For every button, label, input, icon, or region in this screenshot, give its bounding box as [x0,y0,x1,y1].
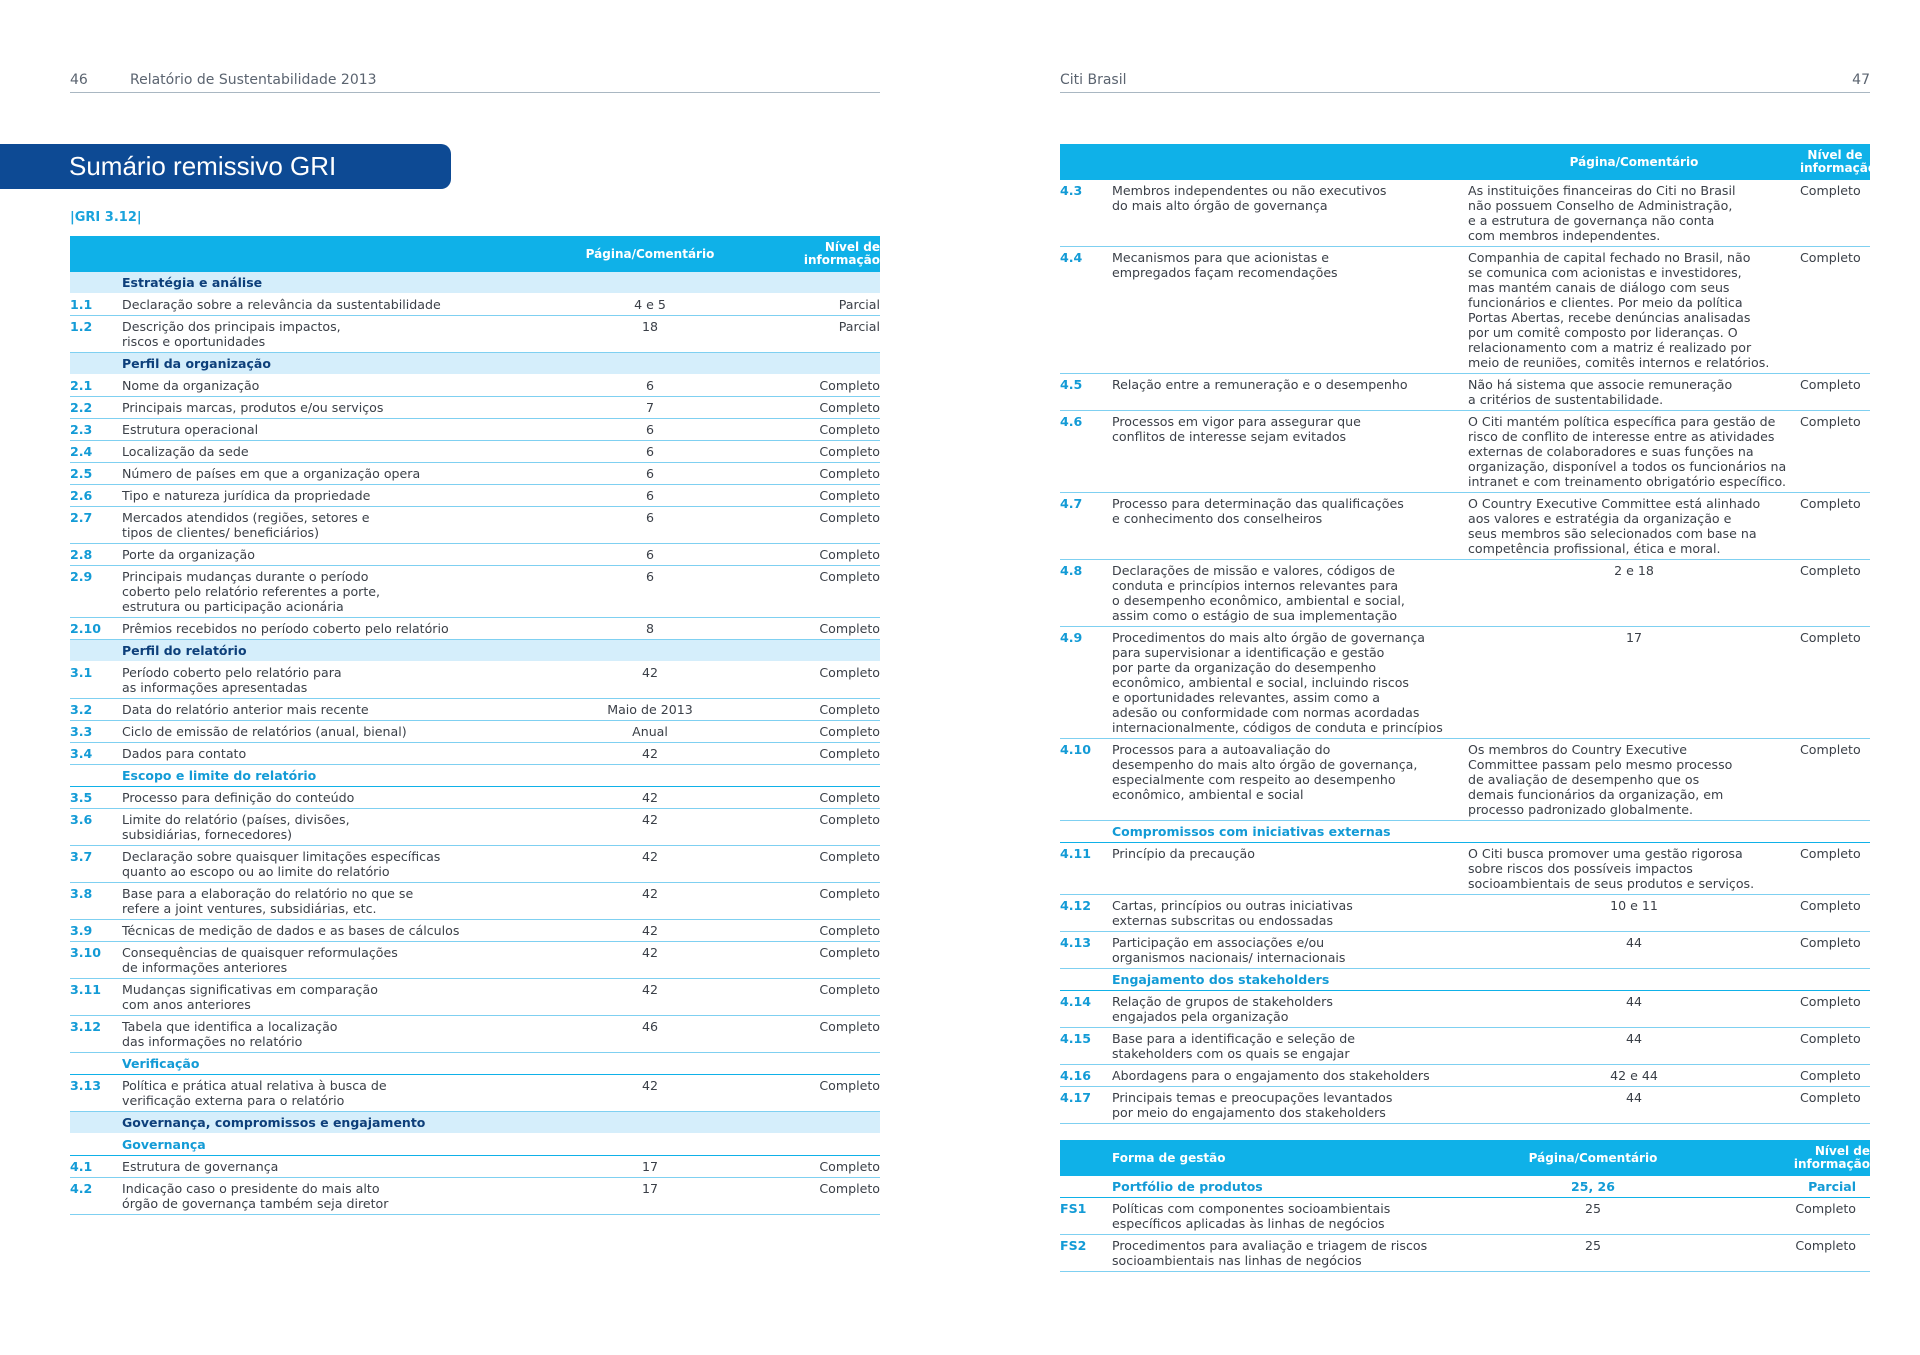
page-comment: 17 [562,1156,738,1178]
indicator-description: Procedimentos para avaliação e triagem de riscos socioambientais nas linhas de negócios [1112,1235,1468,1272]
table-row [70,1178,880,1215]
table-header [1060,144,1870,180]
table-row [1060,180,1870,247]
page-comment: 42 [562,920,738,942]
table-row [70,743,880,765]
indicator-code: 2.2 [70,397,122,419]
col-header-level: Nível de informação [738,236,880,272]
section-spacer [70,1053,122,1075]
company-name: Citi Brasil [1060,72,1127,88]
col-header-page: Página/Comentário [562,236,738,272]
section-label: Engajamento dos stakeholders [1112,969,1870,991]
indicator-description: Base para a identificação e seleção de stakeholders com os quais se engajar [1112,1028,1468,1065]
indicator-code: 4.1 [70,1156,122,1178]
table-row [70,441,880,463]
info-level: Completo [1800,1065,1870,1087]
page-comment: Companhia de capital fechado no Brasil, não se comunica com acionistas e investidores, mas mantém canais de diálogo com seus funcionários e clientes. Por meio da política Portas Abertas, recebe denúncias analisadas por um comitê composto por lideranças. O relacionamento com a matriz é realizado por meio de reuniões, comitês internos e relatórios. [1468,247,1800,374]
page-comment: As instituições financeiras do Citi no Brasil não possuem Conselho de Administração, e a estrutura de governança não conta com membros independentes. [1468,180,1800,247]
indicator-description: Número de países em que a organização opera [122,463,562,485]
table-row [70,375,880,397]
table-row [70,1156,880,1178]
info-level: Completo [1718,1235,1870,1272]
table-body [1060,1176,1870,1272]
indicator-description: Princípio da precaução [1112,843,1468,895]
indicator-description: Descrição dos principais impactos, riscos e oportunidades [122,316,562,353]
section-label: Compromissos com iniciativas externas [1112,821,1870,843]
indicator-code: 3.5 [70,787,122,809]
indicator-code: 4.8 [1060,560,1112,627]
page-comment: 46 [562,1016,738,1053]
left-page-number: 46 [70,72,88,88]
section-label: Governança [122,1134,880,1156]
table-row [1060,991,1870,1028]
indicator-description: Relação entre a remuneração e o desempenho [1112,374,1468,411]
info-level: Completo [738,920,880,942]
info-level: Completo [738,1075,880,1112]
section-row [70,272,880,294]
indicator-description: Principais marcas, produtos e/ou serviços [122,397,562,419]
indicator-description: Base para a elaboração do relatório no que se refere a joint ventures, subsidiárias, etc. [122,883,562,920]
indicator-code: 2.3 [70,419,122,441]
page-comment: 8 [562,618,738,640]
section-row [70,640,880,662]
indicator-description: Prêmios recebidos no período coberto pelo relatório [122,618,562,640]
indicator-code: 2.1 [70,375,122,397]
indicator-description: Principais mudanças durante o período coberto pelo relatório referentes a porte, estrutura ou participação acionária [122,566,562,618]
table-row [1060,627,1870,739]
table-row [1060,560,1870,627]
page-comment: 44 [1468,991,1800,1028]
table-row [70,846,880,883]
col-header-page: Página/Comentário [1468,1140,1718,1176]
table-row [70,920,880,942]
section-row [70,1134,880,1156]
section-spacer [1060,1176,1112,1198]
indicator-description: Técnicas de medição de dados e as bases de cálculos [122,920,562,942]
page-comment: O Citi busca promover uma gestão rigorosa sobre riscos dos possíveis impactos socioambientais de seus produtos e serviços. [1468,843,1800,895]
indicator-code: 4.3 [1060,180,1112,247]
indicator-description: Principais temas e preocupações levantados por meio do engajamento dos stakeholders [1112,1087,1468,1124]
page-comment: Não há sistema que associe remuneração a critérios de sustentabilidade. [1468,374,1800,411]
indicator-code: 3.2 [70,699,122,721]
indicator-description: Data do relatório anterior mais recente [122,699,562,721]
page-comment: 17 [562,1178,738,1215]
table-row [1060,1087,1870,1124]
col-header-level: Nível de informação [1800,144,1870,180]
section-spacer [70,640,122,662]
indicator-code: 3.1 [70,662,122,699]
indicator-description: Tabela que identifica a localização das informações no relatório [122,1016,562,1053]
table-row [70,1016,880,1053]
page-comment: 6 [562,544,738,566]
indicator-code: 2.9 [70,566,122,618]
page-comment: 42 [562,942,738,979]
table-row [70,566,880,618]
indicator-code: 3.10 [70,942,122,979]
indicator-code: 4.11 [1060,843,1112,895]
indicator-description: Mercados atendidos (regiões, setores e tipos de clientes/ beneficiários) [122,507,562,544]
report-title: Relatório de Sustentabilidade 2013 [130,72,377,88]
info-level: Completo [738,743,880,765]
table-row [70,883,880,920]
table-row [1060,895,1870,932]
indicator-code: 4.13 [1060,932,1112,969]
indicator-code: 1.1 [70,294,122,316]
table-row [70,699,880,721]
page-comment: 44 [1468,1028,1800,1065]
table-header [1060,1140,1870,1176]
table-row [1060,1235,1870,1272]
indicator-code: FS1 [1060,1198,1112,1235]
section-row [70,765,880,787]
info-level: Completo [738,662,880,699]
info-level: Completo [738,1178,880,1215]
table-row [70,485,880,507]
page-comment: 25 [1468,1198,1718,1235]
indicator-code: 3.4 [70,743,122,765]
info-level: Completo [1800,932,1870,969]
section-row [1060,969,1870,991]
indicator-code: 3.8 [70,883,122,920]
info-level: Completo [738,618,880,640]
info-level: Completo [1800,493,1870,560]
info-level: Completo [1800,991,1870,1028]
table-row [1060,739,1870,821]
info-level: Completo [1800,411,1870,493]
page-comment: 6 [562,463,738,485]
info-level: Completo [1718,1198,1870,1235]
indicator-description: Estrutura operacional [122,419,562,441]
info-level: Completo [738,787,880,809]
indicator-code: 4.16 [1060,1065,1112,1087]
section-label: Perfil do relatório [122,640,880,662]
indicator-description: Declarações de missão e valores, códigos de conduta e princípios internos relevantes para o desempenho econômico, ambiental e social, assim como o estágio de sua implementação [1112,560,1468,627]
info-level: Completo [1800,247,1870,374]
table-row [70,316,880,353]
page-comment: 42 [562,979,738,1016]
table-row [1060,411,1870,493]
section-row [1060,821,1870,843]
table-row [70,809,880,846]
indicator-description: Procedimentos do mais alto órgão de governança para supervisionar a identificação e gestão por parte da organização do desempenho econômico, ambiental e social, incluindo riscos e oportunidades relevantes, assim como a adesão ou conformidade com normas acordadas internacionalmente, códigos de conduta e princípios [1112,627,1468,739]
table-row [1060,843,1870,895]
indicator-code: 2.10 [70,618,122,640]
indicator-description: Dados para contato [122,743,562,765]
page-comment: 42 [562,809,738,846]
indicator-code: 3.12 [70,1016,122,1053]
table-row [70,979,880,1016]
table-row [70,618,880,640]
page-comment: Os membros do Country Executive Committee passam pelo mesmo processo de avaliação de desempenho que os demais funcionários da organização, em processo padronizado globalmente. [1468,739,1800,821]
section-row [1060,1176,1870,1198]
section-label: Escopo e limite do relatório [122,765,880,787]
col-header-level: Nível de informação [1718,1140,1870,1176]
indicator-code: 2.6 [70,485,122,507]
page-comment: O Citi mantém política específica para gestão de risco de conflito de interesse entre as atividades externas de colaboradores e suas funções na organização, disponível a todos os funcionários na intranet e com treinamento obrigatório específico. [1468,411,1800,493]
section-row [70,353,880,375]
section-spacer [1060,821,1112,843]
indicator-code: 3.7 [70,846,122,883]
info-level: Completo [1800,1028,1870,1065]
indicator-code: 2.7 [70,507,122,544]
page-comment: 42 [562,662,738,699]
indicator-code: 2.8 [70,544,122,566]
page-comment: 10 e 11 [1468,895,1800,932]
section-label: Perfil da organização [122,353,880,375]
indicator-description: Política e prática atual relativa à busca de verificação externa para o relatório [122,1075,562,1112]
indicator-code: 4.12 [1060,895,1112,932]
indicator-code: 3.9 [70,920,122,942]
page-comment: 42 [562,1075,738,1112]
page-comment: 25, 26 [1468,1176,1718,1198]
info-level: Completo [1800,627,1870,739]
info-level: Completo [1800,560,1870,627]
indicator-description: Processo para definição do conteúdo [122,787,562,809]
indicator-code: 1.2 [70,316,122,353]
section-spacer [70,1112,122,1134]
info-level: Completo [738,979,880,1016]
indicator-description: Relação de grupos de stakeholders engajados pela organização [1112,991,1468,1028]
col-header-forma: Forma de gestão [1112,1140,1468,1176]
page-comment: 6 [562,441,738,463]
info-level: Completo [738,419,880,441]
section-spacer [70,1134,122,1156]
info-level: Parcial [738,294,880,316]
page-comment: 42 [562,743,738,765]
indicator-code: 4.4 [1060,247,1112,374]
page-comment: Anual [562,721,738,743]
table-row [1060,493,1870,560]
section-row [70,1112,880,1134]
info-level: Completo [738,1156,880,1178]
indicator-description: Localização da sede [122,441,562,463]
table-row [70,463,880,485]
indicator-description: Processos em vigor para assegurar que conflitos de interesse sejam evitados [1112,411,1468,493]
indicator-code: 2.4 [70,441,122,463]
info-level: Completo [738,397,880,419]
indicator-description: Membros independentes ou não executivos do mais alto órgão de governança [1112,180,1468,247]
indicator-code: 4.15 [1060,1028,1112,1065]
indicator-code: 3.3 [70,721,122,743]
indicator-description: Consequências de quaisquer reformulações de informações anteriores [122,942,562,979]
page-comment: 7 [562,397,738,419]
indicator-description: Ciclo de emissão de relatórios (anual, bienal) [122,721,562,743]
table-body [70,272,880,1215]
page-comment: O Country Executive Committee está alinhado aos valores e estratégia da organização e seus membros são selecionados com base na competência profissional, ética e moral. [1468,493,1800,560]
info-level: Completo [738,544,880,566]
info-level: Completo [738,1016,880,1053]
table-row [1060,374,1870,411]
indicator-code: 3.11 [70,979,122,1016]
section-label: Verificação [122,1053,880,1075]
table-row [70,721,880,743]
indicator-code: 4.10 [1060,739,1112,821]
table-row [70,397,880,419]
indicator-description: Processos para a autoavaliação do desempenho do mais alto órgão de governança, especialmente com respeito ao desempenho econômico, ambiental e social [1112,739,1468,821]
indicator-code: 4.14 [1060,991,1112,1028]
indicator-code: 4.17 [1060,1087,1112,1124]
info-level: Completo [738,507,880,544]
indicator-description: Período coberto pelo relatório para as informações apresentadas [122,662,562,699]
info-level: Completo [738,485,880,507]
info-level: Completo [738,699,880,721]
indicator-code: 4.2 [70,1178,122,1215]
info-level: Completo [738,463,880,485]
info-level: Completo [1800,374,1870,411]
indicator-description: Cartas, princípios ou outras iniciativas externas subscritas ou endossadas [1112,895,1468,932]
indicator-code: 4.9 [1060,627,1112,739]
page-comment: 2 e 18 [1468,560,1800,627]
table-body [1060,180,1870,1124]
table-row [70,662,880,699]
indicator-description: Estrutura de governança [122,1156,562,1178]
indicator-description: Nome da organização [122,375,562,397]
forma-gestao-table [1060,1140,1870,1272]
page-comment: 44 [1468,1087,1800,1124]
info-level: Completo [1800,180,1870,247]
section-spacer [70,353,122,375]
indicator-description: Mudanças significativas em comparação com anos anteriores [122,979,562,1016]
section-title-band [0,144,451,189]
info-level: Completo [738,846,880,883]
section-label: Portfólio de produtos [1112,1176,1468,1198]
gri-table-right [1060,144,1877,1124]
info-level: Completo [1800,1087,1870,1124]
table-header [70,236,880,272]
info-level: Completo [738,721,880,743]
table-row [70,294,880,316]
indicator-code: 4.7 [1060,493,1112,560]
page-comment: 42 e 44 [1468,1065,1800,1087]
right-running-header [1060,66,1870,93]
indicator-code: FS2 [1060,1235,1112,1272]
page-comment: 44 [1468,932,1800,969]
page-comment: 42 [562,787,738,809]
page-comment: 4 e 5 [562,294,738,316]
indicator-description: Indicação caso o presidente do mais alto órgão de governança também seja diretor [122,1178,562,1215]
page-comment: 42 [562,846,738,883]
indicator-description: Mecanismos para que acionistas e empregados façam recomendações [1112,247,1468,374]
indicator-code: 4.5 [1060,374,1112,411]
page-comment: 6 [562,375,738,397]
info-level: Completo [1800,739,1870,821]
indicator-description: Limite do relatório (países, divisões, subsidiárias, fornecedores) [122,809,562,846]
section-spacer [70,272,122,294]
left-running-header [70,66,880,93]
indicator-description: Processo para determinação das qualificações e conhecimento dos conselheiros [1112,493,1468,560]
info-level: Completo [1800,895,1870,932]
gri-table-left [70,236,880,1215]
info-level: Completo [1800,843,1870,895]
table-row [1060,247,1870,374]
indicator-code: 3.6 [70,809,122,846]
page-comment: 6 [562,507,738,544]
section-spacer [1060,969,1112,991]
page-comment: 6 [562,419,738,441]
table-row [70,942,880,979]
indicator-description: Declaração sobre a relevância da sustentabilidade [122,294,562,316]
section-title: Sumário remissivo GRI [69,151,337,181]
page-comment: 18 [562,316,738,353]
table-row [70,787,880,809]
page-comment: 17 [1468,627,1800,739]
indicator-code: 3.13 [70,1075,122,1112]
page-comment: 42 [562,883,738,920]
right-page-number: 47 [1852,72,1870,88]
table-row [1060,1065,1870,1087]
indicator-code: 4.6 [1060,411,1112,493]
table-row [70,1075,880,1112]
page-comment: 6 [562,485,738,507]
section-spacer [70,765,122,787]
info-level: Completo [738,566,880,618]
info-level: Completo [738,809,880,846]
table-row [1060,932,1870,969]
page-comment: Maio de 2013 [562,699,738,721]
indicator-code: 2.5 [70,463,122,485]
info-level: Parcial [738,316,880,353]
section-label: Estratégia e análise [122,272,880,294]
info-level: Parcial [1718,1176,1870,1198]
col-header-page: Página/Comentário [1468,144,1800,180]
page-comment: 6 [562,566,738,618]
section-label: Governança, compromissos e engajamento [122,1112,880,1134]
page-comment: 25 [1468,1235,1718,1272]
indicator-description: Abordagens para o engajamento dos stakeholders [1112,1065,1468,1087]
indicator-description: Tipo e natureza jurídica da propriedade [122,485,562,507]
indicator-description: Participação em associações e/ou organismos nacionais/ internacionais [1112,932,1468,969]
table-row [1060,1198,1870,1235]
table-row [1060,1028,1870,1065]
table-row [70,507,880,544]
info-level: Completo [738,942,880,979]
info-level: Completo [738,883,880,920]
indicator-description: Porte da organização [122,544,562,566]
info-level: Completo [738,375,880,397]
gri-reference: |GRI 3.12| [70,210,142,225]
indicator-description: Declaração sobre quaisquer limitações específicas quanto ao escopo ou ao limite do relatório [122,846,562,883]
section-row [70,1053,880,1075]
table-row [70,544,880,566]
indicator-description: Políticas com componentes socioambientais específicos aplicadas às linhas de negócios [1112,1198,1468,1235]
table-row [70,419,880,441]
info-level: Completo [738,441,880,463]
